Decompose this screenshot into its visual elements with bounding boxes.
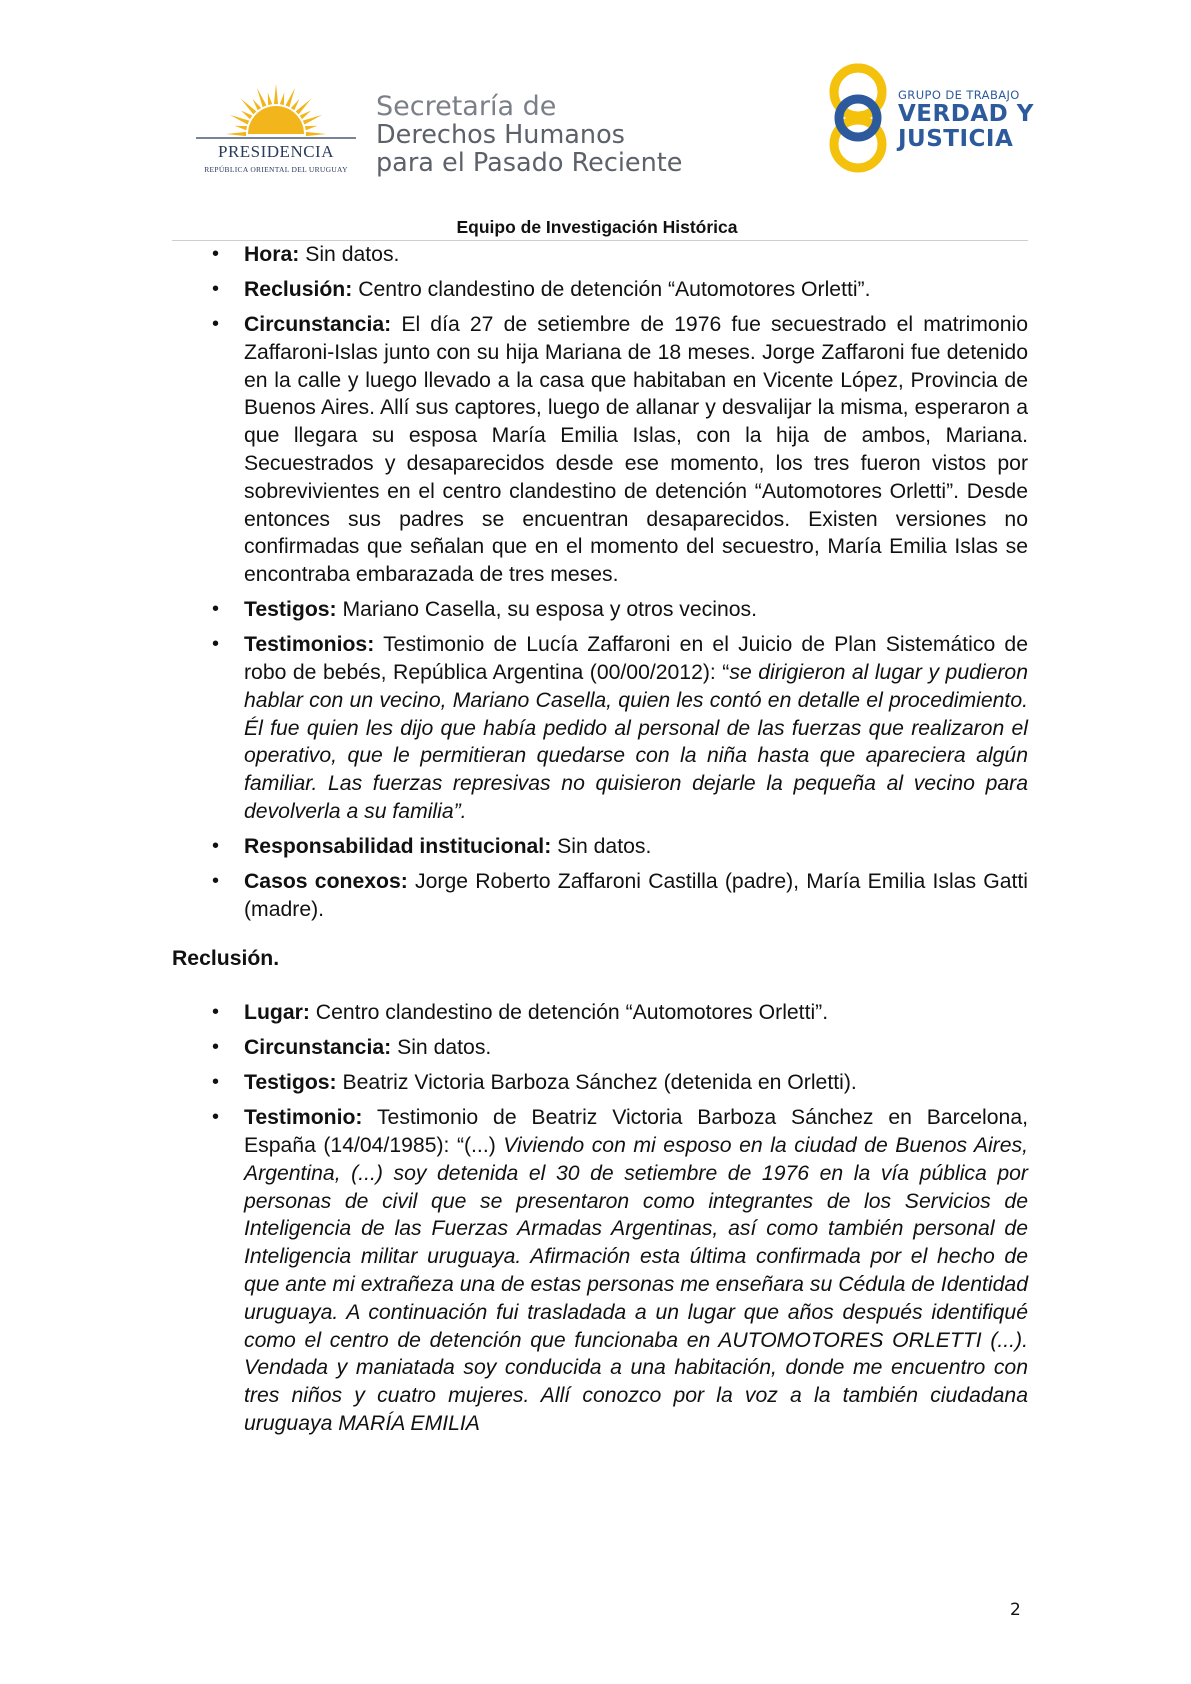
team-heading: Equipo de Investigación Histórica (456, 217, 738, 237)
secretaria-line-1: Secretaría de (376, 91, 557, 122)
details-list (172, 241, 1028, 923)
item-text: Centro clandestino de detención “Automotores Orletti”. (352, 277, 871, 301)
grupo-trabajo-line-2: VERDAD Y (898, 101, 1034, 127)
item-text: Centro clandestino de detención “Automotores Orletti”. (309, 1001, 829, 1025)
section-heading: Reclusión. (172, 947, 280, 971)
item-label: Casos conexos: (244, 869, 408, 893)
list-item (172, 276, 1028, 304)
item-quote: Viviendo con mi esposo en la ciudad de Buenos Aires, Argentina, (...) soy detenida el 30 de setiembre de 1976 en la vía pública por personas de civil que se presentaron como integrantes de los Servicios de Inteligencia de las Fuerzas Armadas Argentinas, así como también personal de Inteligencia militar uruguaya. Afirmación esta última confirmada por el hecho de que ante mi extrañeza una de estas personas me enseñara su Cédula de Identidad uruguaya. A continuación fui trasladada a un lugar que años después identifiqué como el centro de detención que funcionaba en AUTOMOTORES ORLETTI (...). Vendada y maniatada soy conducida a una habitación, donde me encuentro con tres niños y cuatro mujeres. Allí conozco por la voz a la también ciudadana uruguaya MARÍA EMILIA (244, 1134, 1029, 1435)
list-item (172, 631, 1028, 826)
item-label: Reclusión: (244, 277, 353, 301)
list-item (172, 1034, 1028, 1062)
list-item (172, 833, 1028, 861)
item-label: Circunstancia: (244, 312, 392, 336)
sun-icon (196, 82, 356, 142)
item-quote: se dirigieron al lugar y pudieron hablar con un vecino, Mariano Casella, quien les contó en detalle el procedimiento. Él fue quien les dijo que había pedido al personal de las fuerzas que realizaron el operativo, que le permitieran quedarse con la niña hasta que apareciera algún familiar. Las fuerzas represivas no quisieron dejarle la pequeña al vecino para devolverla a su familia”. (244, 660, 1029, 823)
item-label: Circunstancia: (244, 1036, 392, 1060)
list-item (172, 241, 1028, 269)
list-item (172, 1069, 1028, 1097)
item-text: Sin datos. (391, 1036, 492, 1060)
grupo-trabajo-line-1: GRUPO DE TRABAJO (898, 88, 1020, 102)
item-label: Hora: (244, 243, 300, 266)
item-label: Testimonios: (244, 633, 375, 657)
presidencia-logo (196, 82, 356, 182)
presidencia-text: PRESIDENCIA (217, 142, 334, 161)
item-text: El día 27 de setiembre de 1976 fue secuestrado el matrimonio Zaffaroni-Islas junto con su hija Mariana de 18 meses. Jorge Zaffaroni fue detenido en la calle y luego llevado a la casa que habitaban en Vicente López, Provincia de Buenos Aires. Allí sus captores, luego de allanar y desvalijar la misma, esperaron a que llegara su esposa María Emilia Islas, con la hija de ambos, Mariana. Secuestrados y desaparecidos desde ese momento, los tres fueron vistos por sobrevivientes en el centro clandestino de detención “Automotores Orletti”. Desde entonces sus padres se encuentran desaparecidos. Existen versiones no confirmadas que señalan que en el momento del secuestro, María Emilia Islas se encontraba embarazada de tres meses. (244, 312, 1028, 587)
presidencia-subtitle: REPÚBLICA ORIENTAL DEL URUGUAY (204, 165, 348, 174)
item-text: Testimonio de Lucía Zaffaroni en el Juicio de Plan Sistemático de robo de bebés, República Argentina (00/00/2012): “ (244, 633, 1028, 684)
item-text: Testimonio de Beatriz Victoria Barboza Sánchez en Barcelona, España (14/04/1985): “(...) (244, 1106, 1028, 1157)
secretaria-title (376, 92, 682, 177)
list-item (172, 999, 1028, 1027)
item-text: Sin datos. (551, 834, 652, 858)
secretaria-line-2: Derechos Humanos (376, 120, 625, 150)
item-text: Jorge Roberto Zaffaroni Castilla (padre), María Emilia Islas Gatti (madre). (244, 869, 1028, 921)
list-item (172, 596, 1028, 624)
list-item (172, 868, 1028, 924)
item-label: Testigos: (244, 598, 337, 622)
secretaria-line-3: para el Pasado Reciente (376, 148, 683, 178)
item-label: Testigos: (244, 1071, 337, 1095)
item-label: Testimonio: (244, 1106, 363, 1130)
item-text: Mariano Casella, su esposa y otros vecinos. (336, 598, 758, 622)
item-text: Sin datos. (299, 243, 400, 266)
item-label: Lugar: (244, 1001, 310, 1025)
item-label: Responsabilidad institucional: (244, 834, 552, 858)
item-text: Beatriz Victoria Barboza Sánchez (detenida en Orletti). (336, 1071, 857, 1095)
page-number: 2 (1010, 1600, 1021, 1620)
reclusion-list (172, 999, 1028, 1438)
list-item (172, 311, 1028, 589)
grupo-trabajo-text (898, 88, 1034, 152)
grupo-trabajo-line-3: JUSTICIA (898, 126, 1014, 152)
list-item (172, 1104, 1028, 1438)
document-body (172, 241, 1028, 1445)
